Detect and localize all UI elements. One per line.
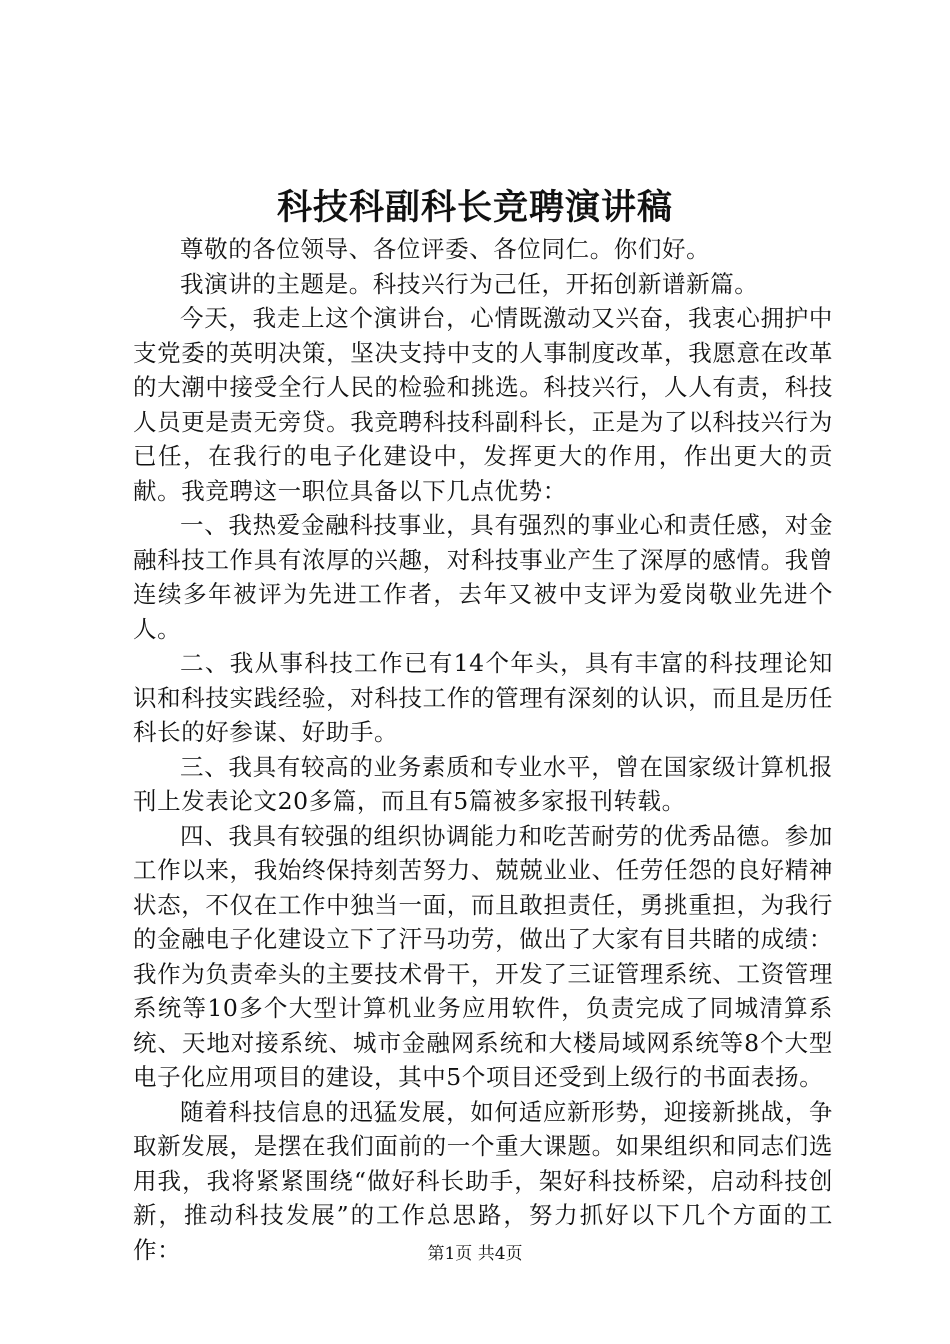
page-number-footer: 第1页 共4页 [427,1244,523,1264]
paragraph-advantage-3: 三、我具有较高的业务素质和专业水平，曾在国家级计算机报刊上发表论文20多篇，而且有5篇被多家报刊转载。 [133,752,833,815]
document-title: 科技科副科长竞聘演讲稿 [276,187,673,228]
paragraph-advantage-2: 二、我从事科技工作已有14个年头，具有丰富的科技理论知识和科技实践经验，对科技工作的管理有深刻的认识，而且是历任科长的好参谋、好助手。 [133,649,833,746]
paragraph-theme: 我演讲的主题是。科技兴行为己任，开拓创新谱新篇。 [180,269,759,298]
document-body [133,232,833,1267]
paragraph-advantage-4: 四、我具有较强的组织协调能力和吃苦耐劳的优秀品德。参加工作以来，我始终保持刻苦努力、兢兢业业、任劳任怨的良好精神状态，不仅在工作中独当一面，而且敢担责任，勇挑重担，为我行的金融电子化建设立下了汗马功劳，做出了大家有目共睹的成绩：我作为负责牵头的主要技术骨干，开发了三证管理系统、工资管理系统等10多个大型计算机业务应用软件，负责完成了同城清算系统、天地对接系统、城市金融网系统和大楼局域网系统等8个大型电子化应用项目的建设，其中5个项目还受到上级行的书面表扬。 [133,821,833,1091]
paragraph-advantage-1: 一、我热爱金融科技事业，具有强烈的事业心和责任感，对金融科技工作具有浓厚的兴趣，对科技事业产生了深厚的感情。我曾连续多年被评为先进工作者，去年又被中支评为爱岗敬业先进个人。 [133,511,833,643]
paragraph-outlook: 随着科技信息的迅猛发展，如何适应新形势，迎接新挑战，争取新发展，是摆在我们面前的一个重大课题。如果组织和同志们选用我，我将紧紧围绕“做好科长助手，架好科技桥梁，启动科技创新，推动科技发展”的工作总思路，努力抓好以下几个方面的工作： [133,1097,833,1264]
paragraph-greeting: 尊敬的各位领导、各位评委、各位同仁。你们好。 [180,235,711,263]
paragraph-intro: 今天，我走上这个演讲台，心情既激动又兴奋，我衷心拥护中支党委的英明决策，坚决支持中支的人事制度改革，我愿意在改革的大潮中接受全行人民的检验和挑选。科技兴行，人人有责，科技人员更是责无旁贷。我竞聘科技科副科长，正是为了以科技兴行为已任，在我行的电子化建设中，发挥更大的作用，作出更大的贡献。我竞聘这一职位具备以下几点优势： [133,304,833,505]
